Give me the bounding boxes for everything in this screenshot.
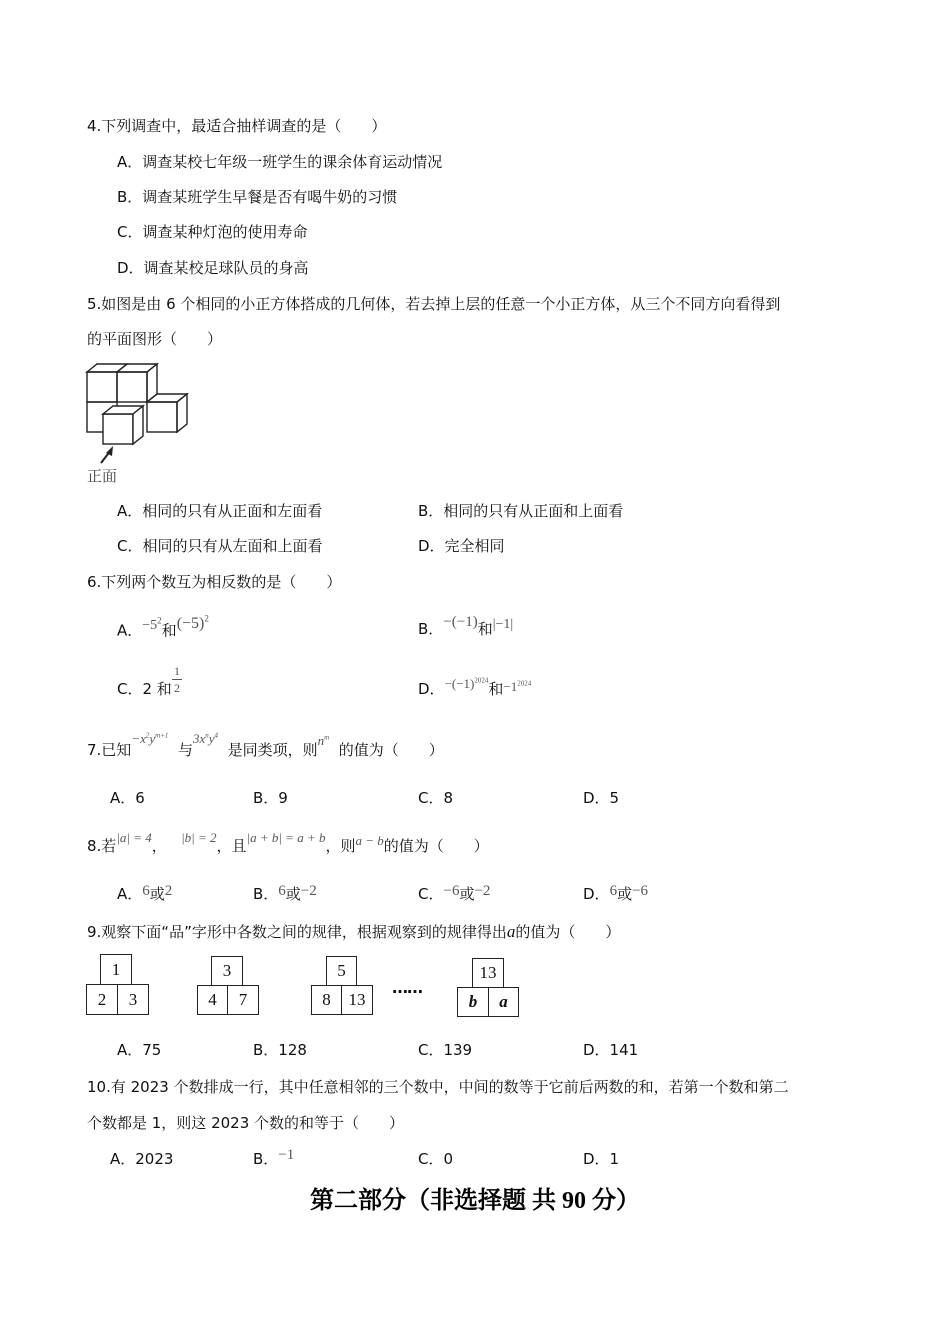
- q8-option-a: A．6或2: [117, 883, 173, 903]
- pattern-3-top: 5: [326, 956, 357, 986]
- q8-option-c: C．−6或−2: [418, 883, 491, 903]
- pattern-4-left: b: [457, 987, 489, 1017]
- q6-option-c: C．2 和: [117, 680, 172, 698]
- pattern-3-left: 8: [311, 985, 342, 1015]
- pattern-3-right: 13: [341, 985, 373, 1015]
- q7-option-a: A．6: [110, 789, 145, 807]
- pattern-ellipsis: ……: [392, 978, 422, 997]
- q6-option-a: A．$-5^2$和$(-5)^2$: [117, 614, 209, 640]
- q4-option-a: A．调查某校七年级一班学生的课余体育运动情况: [117, 153, 443, 171]
- q8-stem: 8.若|a| = 4， |b| = 2，且|a + b| = a + b，则a − b的值为（ ）: [87, 830, 489, 855]
- q9-option-a: A．75: [117, 1041, 162, 1059]
- q10-option-c: C．0: [418, 1150, 454, 1168]
- q5-stem-line1: 5.如图是由 6 个相同的小正方体搭成的几何体，若去掉上层的任意一个小正方体，从三个不同方向看得到: [87, 295, 781, 313]
- q5-option-a: A．相同的只有从正面和左面看: [117, 502, 323, 520]
- q6-fraction: 1 2: [174, 664, 180, 695]
- q5-stem-line2: 的平面图形（ ）: [87, 330, 223, 348]
- q4-option-b: B．调查某班学生早餐是否有喝牛奶的习惯: [117, 188, 398, 206]
- q10-option-a: A．2023: [110, 1150, 174, 1168]
- q7-option-c: C．8: [418, 789, 454, 807]
- cube-figure: [85, 362, 195, 462]
- q5-option-d: D．完全相同: [418, 537, 505, 555]
- q10-stem-line2: 个数都是 1，则这 2023 个数的和等于（ ）: [87, 1114, 405, 1132]
- q9-option-b: B．128: [253, 1041, 307, 1059]
- q5-option-b: B．相同的只有从正面和上面看: [418, 502, 624, 520]
- pattern-2-top: 3: [211, 956, 243, 986]
- q7-stem: 7.已知$-x^2y^{m+1}$ 与$3x^ny^4$ 是同类项，则$n^m$ 的值为（ ）: [87, 731, 444, 759]
- pattern-1-right: 3: [117, 984, 149, 1015]
- q10-option-d: D．1: [583, 1150, 620, 1168]
- q6-option-d: D．$-(-1)^{2024}$和$-1^{2024}$: [418, 676, 532, 698]
- pattern-1-left: 2: [86, 984, 118, 1015]
- q5-option-c: C．相同的只有从左面和上面看: [117, 537, 323, 555]
- q8-option-b: B．6或−2: [253, 883, 317, 903]
- q9-option-c: C．139: [418, 1041, 473, 1059]
- pattern-1-top: 1: [100, 954, 132, 985]
- q6-option-b: B．−(−1)和|−1|: [418, 614, 514, 638]
- q4-stem: 4.下列调查中，最适合抽样调查的是（ ）: [87, 117, 387, 135]
- pattern-2-right: 7: [227, 985, 259, 1015]
- q9-stem: 9.观察下面“品”字形中各数之间的规律，根据观察到的规律得出a的值为（ ）: [87, 922, 621, 941]
- pattern-4-right: a: [488, 987, 519, 1017]
- q4-option-d: D．调查某校足球队员的身高: [117, 259, 309, 277]
- q10-option-b: B．−1: [253, 1147, 295, 1168]
- q4-option-c: C．调查某种灯泡的使用寿命: [117, 223, 308, 241]
- q8-option-d: D．6或−6: [583, 883, 649, 903]
- pattern-2-left: 4: [197, 985, 228, 1015]
- q10-stem-line1: 10.有 2023 个数排成一行，其中任意相邻的三个数中，中间的数等于它前后两数的和，若第一个数和第二: [87, 1078, 789, 1096]
- q9-option-d: D．141: [583, 1041, 639, 1059]
- front-view-label: 正面: [87, 467, 118, 485]
- q7-option-d: D．5: [583, 789, 620, 807]
- pattern-4-top: 13: [472, 958, 504, 988]
- section-title: 第二部分（非选择题 共 90 分）: [310, 1188, 640, 1214]
- q7-option-b: B．9: [253, 789, 288, 807]
- q6-stem: 6.下列两个数互为相反数的是（ ）: [87, 573, 342, 591]
